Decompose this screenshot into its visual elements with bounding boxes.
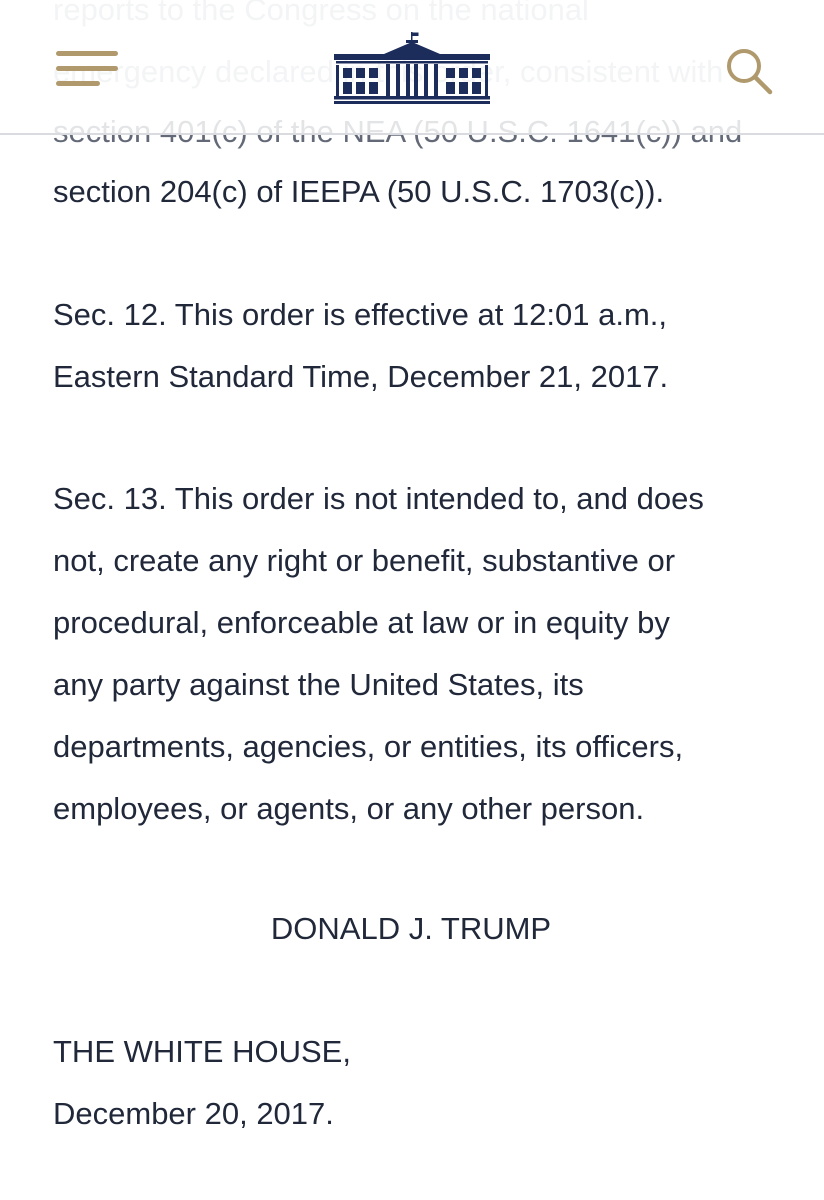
article-line: departments, agencies, or entities, its officers, [53,729,684,764]
article-line: employees, or agents, or any other person. [53,791,645,826]
article-line: Sec. 13. This order is not intended to, and does [53,481,704,516]
date-line: December 20, 2017. [53,1096,334,1131]
menu-bar [56,66,118,71]
issuing-location [53,1021,351,1145]
hamburger-menu-icon[interactable] [56,48,120,88]
article-line: procedural, enforceable at law or in equity by [53,605,670,640]
location-line: THE WHITE HOUSE, [53,1034,351,1069]
paragraph-section-204 [53,161,664,223]
article-line: any party against the United States, its [53,667,584,702]
article-line: Sec. 12. This order is effective at 12:01 a.m., [53,297,668,332]
menu-bar [56,51,118,56]
paragraph-sec-12 [53,284,668,408]
signature: DONALD J. TRUMP [270,911,552,946]
menu-bar [56,81,100,86]
paragraph-sec-13 [53,468,704,840]
article-line: section 204(c) of IEEPA (50 U.S.C. 1703(c)). [53,174,665,209]
site-header [0,0,824,135]
article-line: not, create any right or benefit, substantive or [53,543,676,578]
search-icon[interactable] [724,46,774,96]
white-house-logo[interactable] [334,32,490,104]
article-line: Eastern Standard Time, December 21, 2017. [53,359,669,394]
